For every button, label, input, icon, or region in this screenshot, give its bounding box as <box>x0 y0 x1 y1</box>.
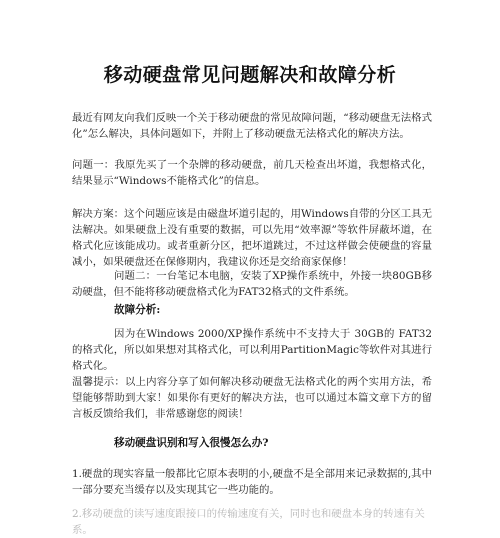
paragraph-cut-off-line: 2.移动硬盘的读写速度跟接口的传输速度有关，同时也和硬盘本身的转速有关系。 <box>72 508 425 536</box>
paragraph-point-one: 1.硬盘的现实容量一般都比它原本表明的小,硬盘不是全部用来记录数据的,其中一部分要充当缓存以及实现其它一些功能的。 <box>72 468 432 496</box>
paragraph-solution: 解决方案：这个问题应该是由磁盘坏道引起的，用Windows自带的分区工具无法解决。如果硬盘上没有重要的数据，可以先用“效率源”等软件屏蔽坏道，在格式化应该能成功。或者重新分区，把坏道跳过，不过这样做会使硬盘的容量减小，如果硬盘还在保修期内，我建议你还是交给商家保修！ <box>72 208 432 268</box>
paragraph-tip: 温馨提示：以上内容分享了如何解决移动硬盘无法格式化的两个实用方法，希望能够帮助到大家！如果你有更好的解决方法，也可以通过本篇文章下方的留言板反馈给我们，非常感谢您的阅读！ <box>72 376 432 420</box>
paragraph-question-one: 问题一：我原先买了一个杂牌的移动硬盘，前几天检查出坏道，我想格式化，结果显示“Windows不能格式化”的信息。 <box>72 159 432 187</box>
paragraph-intro: 最近有网友向我们反映一个关于移动硬盘的常见故障问题，“移动硬盘无法格式化”怎么解决，具体问题如下，并附上了移动硬盘无法格式化的解决方法。 <box>72 112 432 140</box>
heading-slow-read-write: 移动硬盘识别和写入很慢怎么办? <box>114 437 269 449</box>
paragraph-fault-analysis: 因为在Windows 2000/XP操作系统中不支持大于 30GB的 FAT32的格式化，所以如果想对其格式化，可以利用PartitionMagic等软件对其进行格式化。 <box>72 328 432 372</box>
paragraph-question-two: 问题二：一台笔记本电脑，安装了XP操作系统中，外接一块80GB移动硬盘，但不能将移动硬盘格式化为FAT32格式的文件系统。 <box>72 270 432 298</box>
heading-fault-analysis: 故障分析: <box>114 304 161 316</box>
document-title: 移动硬盘常见问题解决和故障分析 <box>103 64 397 86</box>
